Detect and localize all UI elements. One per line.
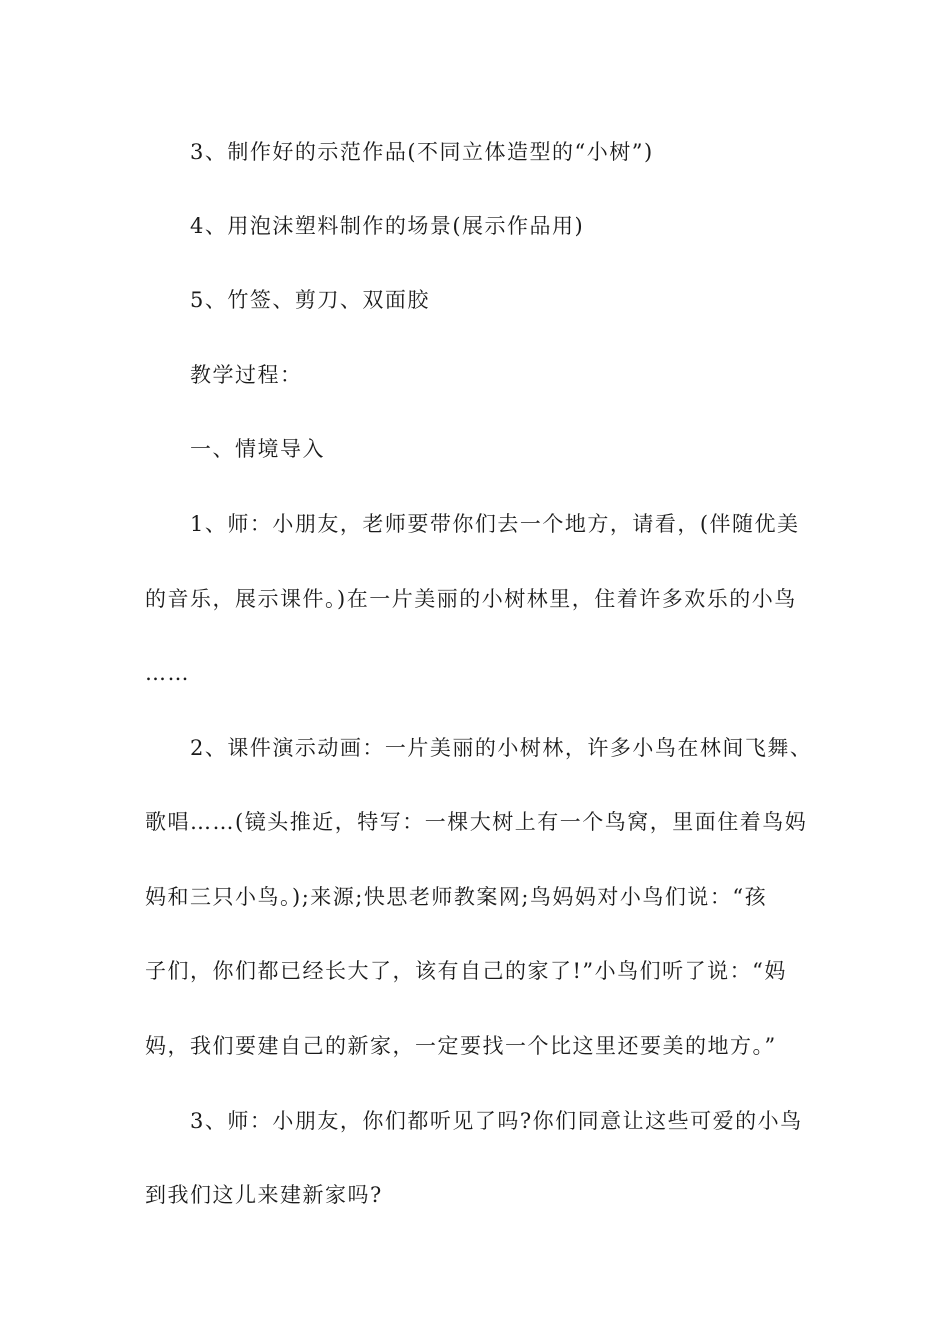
paragraph-2-line-1: 2、课件演示动画：一片美丽的小树林，许多小鸟在林间飞舞、 — [190, 736, 813, 760]
paragraph-1-line-2: 的音乐，展示课件。)在一片美丽的小树林里，住着许多欢乐的小鸟 — [145, 587, 797, 611]
paragraph-2-line-4: 子们，你们都已经长大了，该有自己的家了!”小鸟们听了说：“妈 — [145, 959, 787, 983]
paragraph-2-line-3: 妈和三只小鸟。);来源;快思老师教案网;鸟妈妈对小鸟们说：“孩 — [145, 885, 768, 909]
section-heading-teaching-process: 教学过程： — [190, 363, 303, 387]
paragraph-2-line-5: 妈，我们要建自己的新家，一定要找一个比这里还要美的地方。” — [145, 1034, 777, 1058]
subsection-heading-intro: 一、情境导入 — [190, 437, 325, 461]
material-item-3: 3、制作好的示范作品(不同立体造型的“小树”) — [190, 140, 654, 164]
material-item-4: 4、用泡沫塑料制作的场景(展示作品用) — [190, 214, 585, 238]
material-item-5: 5、竹签、剪刀、双面胶 — [190, 288, 430, 312]
paragraph-1-line-1: 1、师：小朋友，老师要带你们去一个地方，请看，(伴随优美 — [190, 512, 800, 536]
paragraph-3-line-1: 3、师：小朋友，你们都听见了吗?你们同意让这些可爱的小鸟 — [190, 1109, 803, 1133]
paragraph-1-line-3: …… — [145, 661, 190, 685]
paragraph-2-line-2: 歌唱……(镜头推近，特写：一棵大树上有一个鸟窝，里面住着鸟妈 — [145, 810, 808, 834]
paragraph-3-line-2: 到我们这儿来建新家吗? — [145, 1183, 383, 1207]
